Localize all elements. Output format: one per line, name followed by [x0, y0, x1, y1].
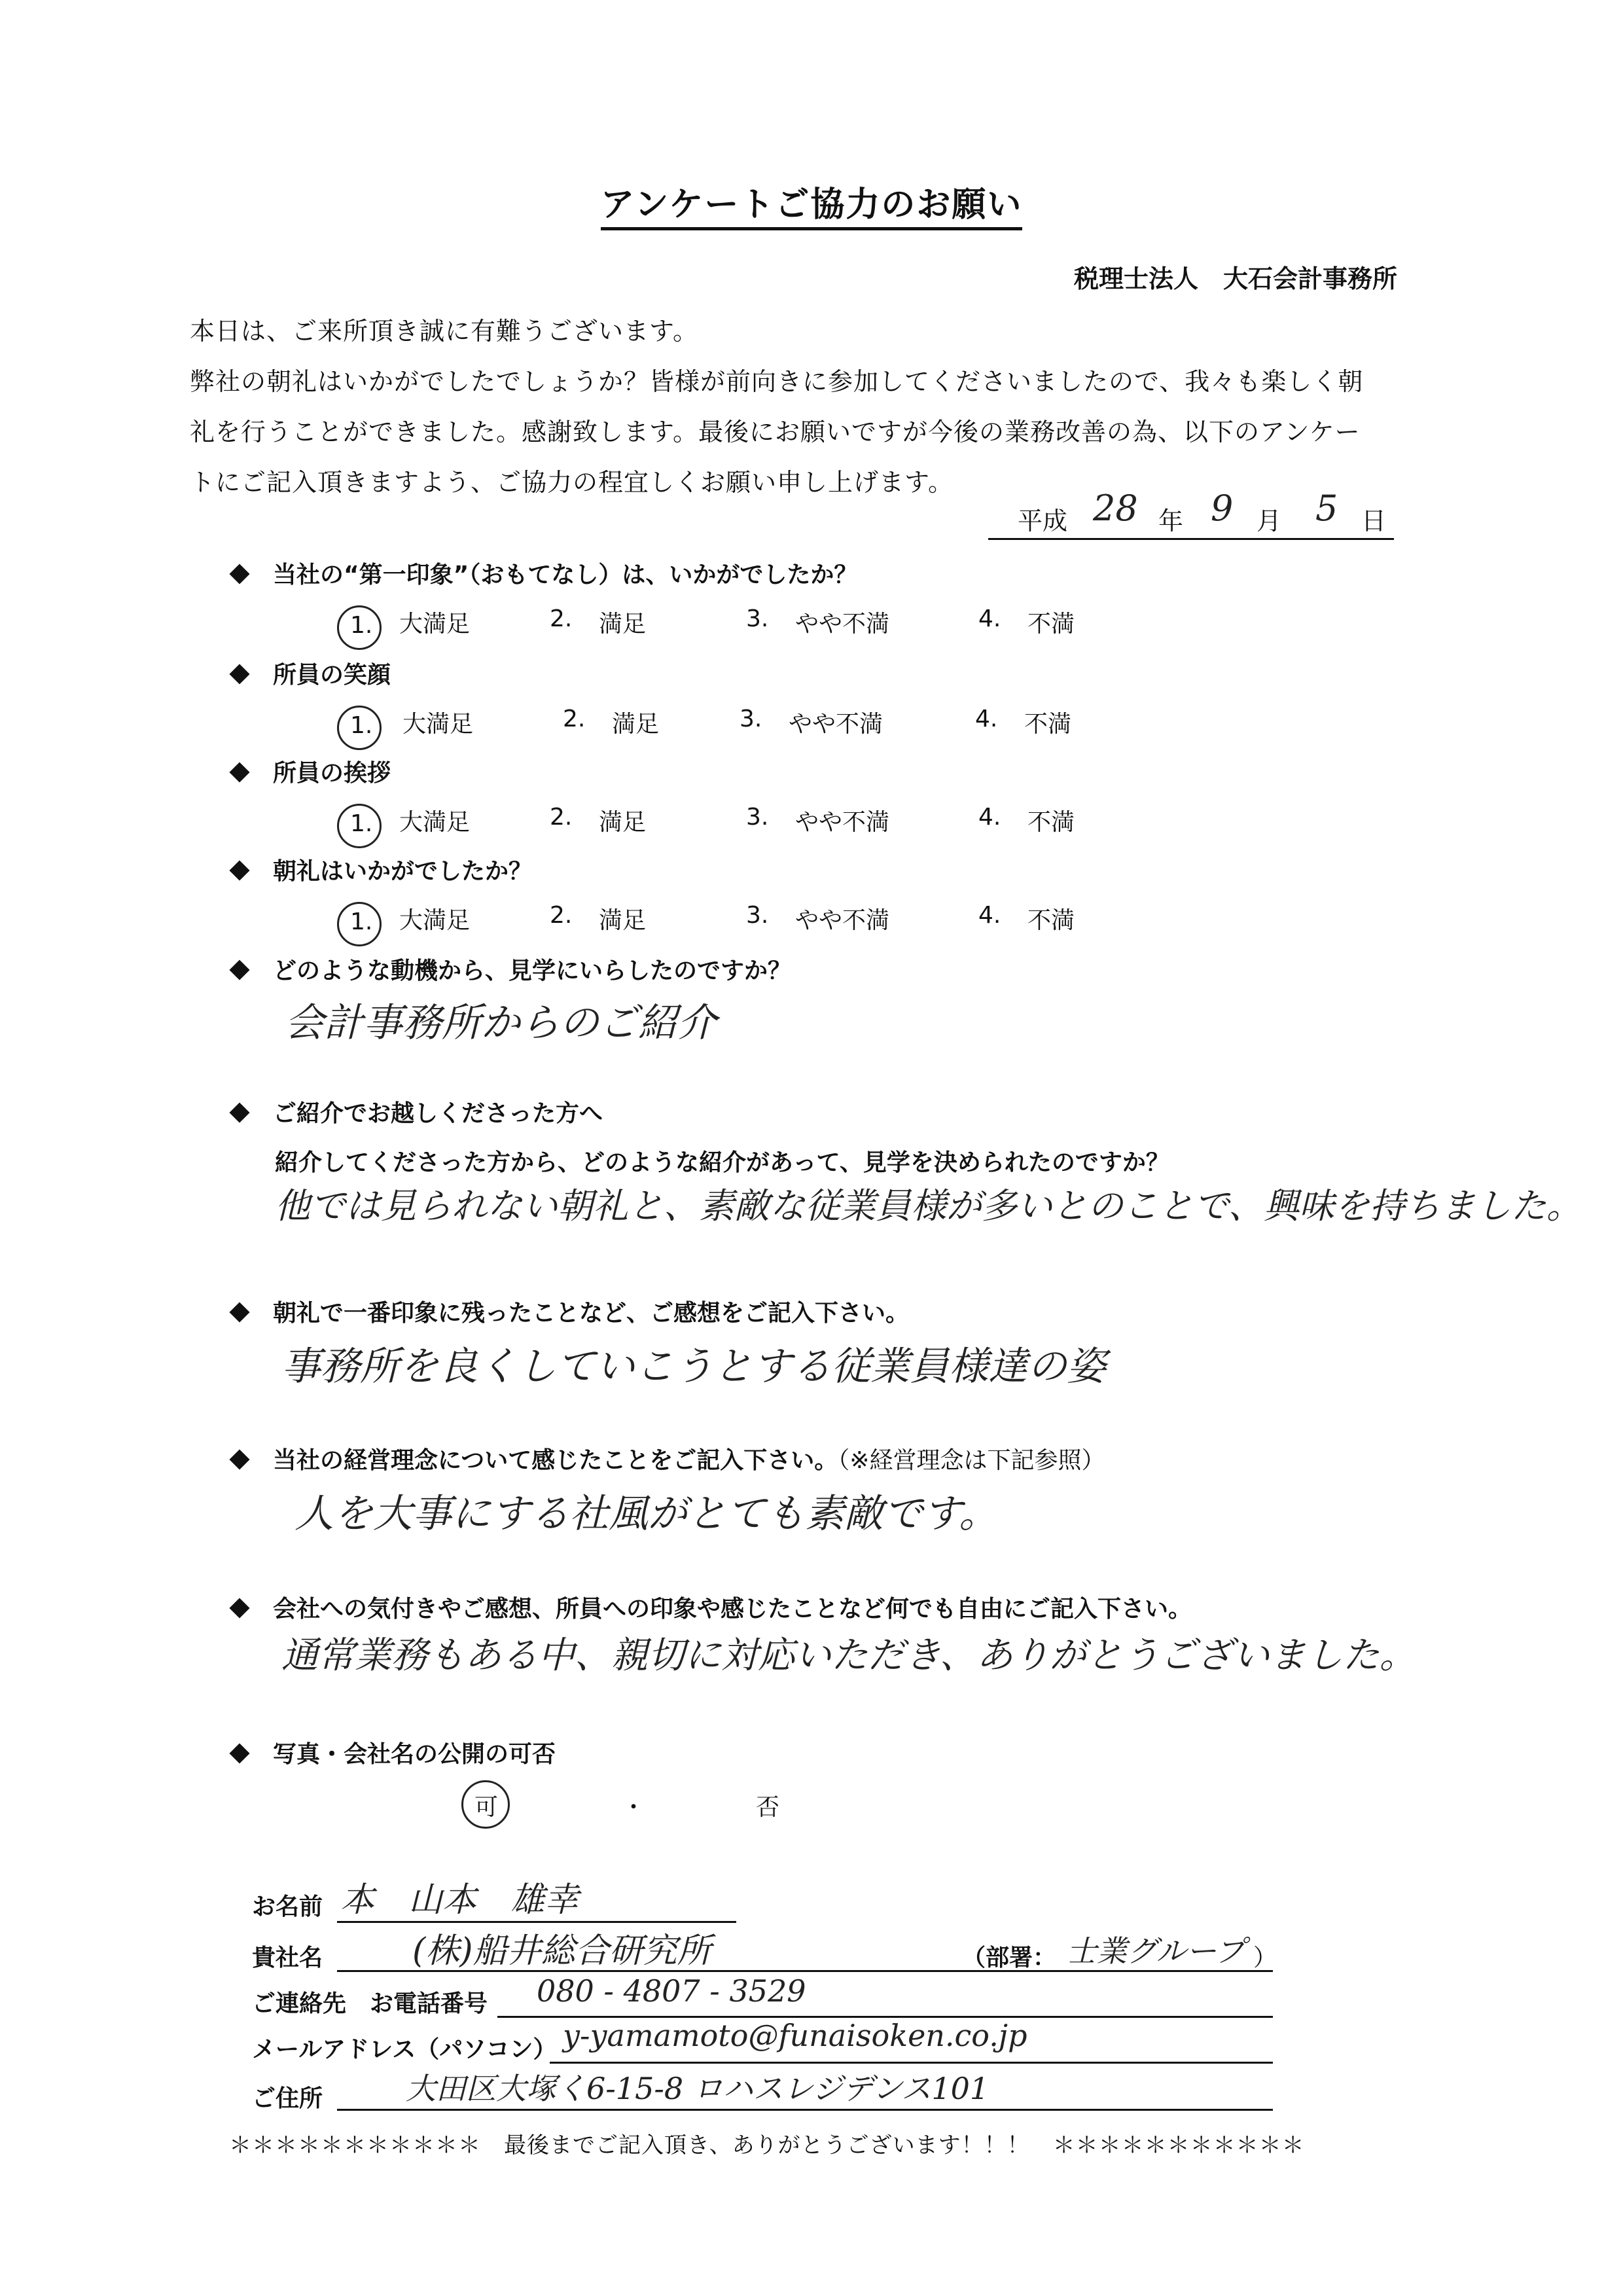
date-day: 5 — [1315, 488, 1338, 529]
q4-option-1-number: 1. — [350, 908, 373, 935]
q3-option-4[interactable]: 不満 — [1027, 809, 1075, 836]
q2-option-2[interactable]: 満足 — [612, 711, 660, 738]
name-label: お名前 — [252, 1893, 323, 1920]
question-7-text: 朝礼で一番印象に残ったことなど、ご感想をご記入下さい。 — [273, 1300, 910, 1327]
q2-option-3-number: 3. — [740, 706, 762, 732]
answer-9[interactable]: 通常業務もある中、親切に対応いただき、ありがとうございました。 — [281, 1634, 1416, 1677]
q4-option-1[interactable]: 大満足 — [399, 907, 471, 934]
department-close: ） — [1253, 1945, 1277, 1971]
diamond-bullet-icon — [229, 1449, 249, 1469]
email-underline — [550, 2062, 1273, 2064]
q3-option-1[interactable]: 大満足 — [399, 809, 471, 836]
question-8-text: 当社の経営理念について感じたことをご記入下さい。 — [273, 1447, 838, 1474]
q2-option-2-number: 2. — [563, 706, 586, 732]
diamond-bullet-icon — [229, 564, 249, 584]
question-1-text: 当社の“第一印象”（おもてなし）は、いかがでしたか？ — [273, 562, 858, 588]
contact-label: ご連絡先 お電話番号 — [252, 1990, 488, 2017]
q2-option-3[interactable]: やや不満 — [789, 711, 883, 738]
question-3 — [232, 755, 391, 788]
q3-option-3[interactable]: やや不満 — [795, 809, 890, 836]
question-3-text: 所員の挨拶 — [273, 760, 391, 787]
publish-separator: ・ — [622, 1794, 646, 1821]
answer-7[interactable]: 事務所を良くしていこうとする従業員様達の姿 — [281, 1344, 1106, 1390]
q1-option-3-number: 3. — [746, 605, 769, 632]
q4-option-4-number: 4. — [978, 902, 1001, 929]
company-value[interactable]: (株)船井総合研究所 — [412, 1931, 711, 1971]
address-value[interactable]: 大田区大塚く6-15-8 ロハスレジデンス101 — [406, 2071, 990, 2106]
q3-option-2[interactable]: 満足 — [599, 809, 647, 836]
question-8 — [232, 1442, 1105, 1475]
question-6-sub: 紹介してくださった方から、どのような紹介があって、見学を決められたのですか？ — [275, 1149, 1169, 1176]
q4-option-4[interactable]: 不満 — [1027, 907, 1075, 934]
question-10 — [232, 1736, 556, 1769]
department-value[interactable]: 士業グループ — [1067, 1933, 1245, 1969]
email-label: メールアドレス（パソコン） — [252, 2036, 557, 2063]
date-month-unit: 月 — [1257, 507, 1282, 535]
intro-line-3: 礼を行うことができました。感謝致します。最後にお願いですが今後の業務改善の為、以下のアンケー — [190, 418, 1361, 446]
question-6-text: ご紹介でお越しくださった方へ — [273, 1100, 603, 1127]
phone-value[interactable]: 080 - 4807 - 3529 — [537, 1973, 806, 2009]
email-value[interactable]: y-yamamoto@funaisoken.co.jp — [563, 2018, 1027, 2053]
question-4 — [232, 853, 532, 886]
page-title — [0, 177, 1623, 226]
publish-no-option[interactable]: 否 — [756, 1794, 780, 1821]
intro-line-2: 弊社の朝礼はいかがでしたでしょうか？皆様が前向きに参加してくださいましたので、我々も楽しく朝 — [190, 367, 1364, 396]
q4-option-2[interactable]: 満足 — [599, 907, 647, 934]
q4-option-3-number: 3. — [746, 902, 769, 929]
question-9 — [232, 1590, 1192, 1624]
name-value[interactable]: 本 山本 雄幸 — [340, 1880, 579, 1920]
date-year: 28 — [1093, 488, 1138, 529]
diamond-bullet-icon — [229, 1598, 249, 1618]
question-1 — [232, 556, 857, 590]
question-9-text: 会社への気付きやご感想、所員への印象や感じたことなど何でも自由にご記入下さい。 — [273, 1596, 1192, 1623]
address-underline — [337, 2109, 1273, 2111]
question-2 — [232, 656, 391, 690]
q1-option-1-number: 1. — [350, 612, 373, 639]
diamond-bullet-icon — [229, 1743, 249, 1763]
question-5 — [232, 952, 791, 986]
question-8-note: （※経営理念は下記参照） — [838, 1447, 1105, 1474]
question-5-text: どのような動機から、見学にいらしたのですか？ — [273, 958, 792, 984]
q2-option-4-number: 4. — [975, 706, 998, 732]
q3-option-2-number: 2. — [550, 804, 573, 831]
diamond-bullet-icon — [229, 664, 249, 684]
q1-option-1[interactable]: 大満足 — [399, 611, 471, 637]
q1-option-2[interactable]: 満足 — [599, 611, 647, 637]
question-6 — [232, 1095, 603, 1128]
diamond-bullet-icon — [229, 1302, 249, 1322]
q1-option-4[interactable]: 不満 — [1027, 611, 1075, 637]
answer-5[interactable]: 会計事務所からのご紹介 — [285, 1000, 717, 1046]
intro-line-1: 本日は、ご来所頂き誠に有難うございます。 — [190, 317, 698, 346]
q3-option-3-number: 3. — [746, 804, 769, 831]
page-title-text: アンケートご協力のお願い — [601, 185, 1023, 230]
answer-6[interactable]: 他では見られない朝礼と、素敵な従業員様が多いとのことで、興味を持ちました。 — [275, 1185, 1582, 1227]
diamond-bullet-icon — [229, 860, 249, 880]
department-label: （部署： — [962, 1945, 1057, 1971]
diamond-bullet-icon — [229, 1102, 249, 1122]
diamond-bullet-icon — [229, 960, 249, 980]
organization-name: 税理士法人 大石会計事務所 — [1073, 264, 1397, 293]
question-7 — [232, 1295, 909, 1328]
q1-option-4-number: 4. — [978, 605, 1001, 632]
date-month: 9 — [1211, 488, 1234, 529]
question-2-text: 所員の笑顔 — [273, 662, 391, 689]
q1-option-3[interactable]: やや不満 — [795, 611, 890, 637]
publish-yes-option[interactable]: 可 — [474, 1794, 499, 1821]
q4-option-2-number: 2. — [550, 902, 573, 929]
q2-option-4[interactable]: 不満 — [1024, 711, 1072, 738]
question-10-text: 写真・会社名の公開の可否 — [273, 1741, 556, 1768]
q1-option-2-number: 2. — [550, 605, 573, 632]
q2-option-1-number: 1. — [350, 712, 373, 739]
q2-option-1[interactable]: 大満足 — [402, 711, 474, 738]
footer-thanks: ＊＊＊＊＊＊＊＊＊＊＊ 最後までご記入頂き、ありがとうございます！！！ ＊＊＊＊＊＊＊＊＊＊＊ — [229, 2132, 1305, 2159]
address-label: ご住所 — [252, 2085, 323, 2112]
q3-option-4-number: 4. — [978, 804, 1001, 831]
intro-line-4: トにご記入頂きますよう、ご協力の程宜しくお願い申し上げます。 — [190, 468, 954, 497]
answer-8[interactable]: 人を大事にする社風がとても素敵です。 — [294, 1491, 999, 1537]
q3-option-1-number: 1. — [350, 810, 373, 837]
question-4-text: 朝礼はいかがでしたか？ — [273, 858, 533, 885]
date-day-unit: 日 — [1361, 507, 1387, 535]
company-label: 貴社名 — [252, 1945, 323, 1971]
date-year-unit: 年 — [1158, 507, 1184, 535]
q4-option-3[interactable]: やや不満 — [795, 907, 890, 934]
diamond-bullet-icon — [229, 762, 249, 782]
date-era: 平成 — [1018, 507, 1068, 535]
